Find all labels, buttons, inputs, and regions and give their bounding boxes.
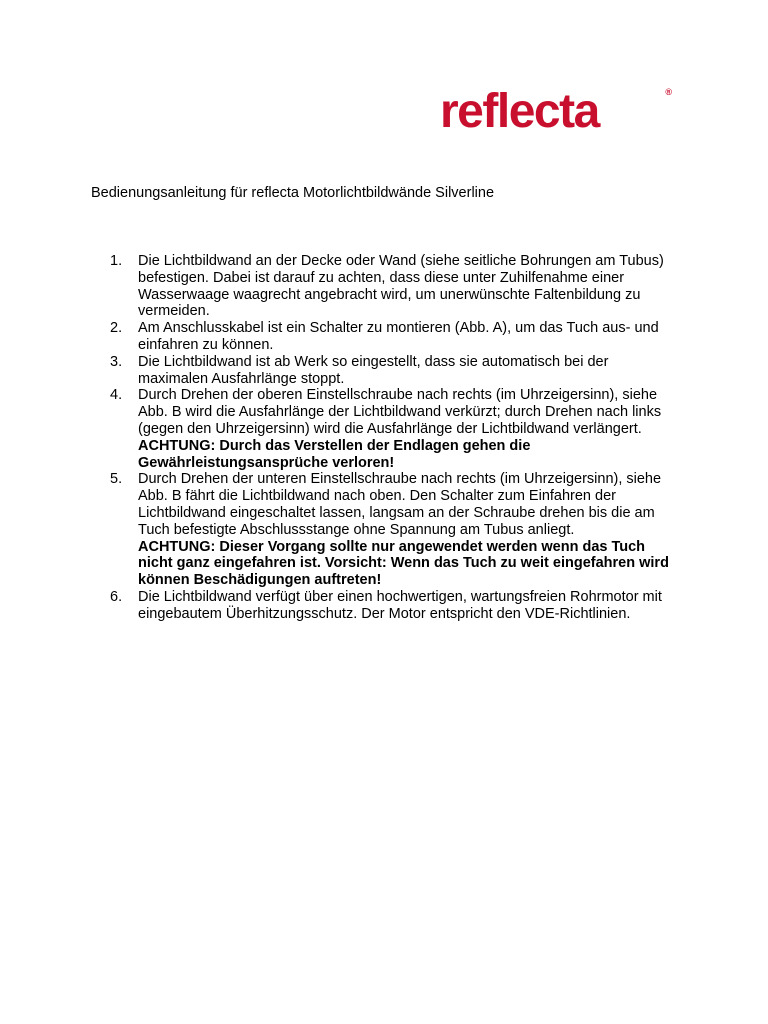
step-warning: ACHTUNG: Dieser Vorgang sollte nur angewendet werden wenn das Tuch nicht ganz eingefahren ist. Vorsicht: Wenn das Tuch zu weit eingefahren wird können Beschädigungen auftreten! [138,538,669,589]
instruction-step-2 [110,320,676,354]
step-text: Am Anschlusskabel ist ein Schalter zu montieren (Abb. A), um das Tuch aus- und einfahren zu können. [138,320,659,353]
step-text: Durch Drehen der unteren Einstellschraube nach rechts (im Uhrzeigersinn), siehe Abb. B fährt die Lichtbildwand nach oben. Den Schalter zum Einfahren der Lichtbildwand eingeschaltet lassen, langsam an der Schraube drehen bis die am Tuch befestigte Abschlussstange ohne Spannung am Tubus anliegt. [138,471,662,538]
step-text: Die Lichtbildwand an der Decke oder Wand (siehe seitliche Bohrungen am Tubus) befestigen. Dabei ist darauf zu achten, dass diese unter Zuhilfenahme einer Wasserwaage waagrecht angebracht wird, um unerwünschte Faltenbildung zu vermeiden. [138,253,664,320]
step-number: 1. [110,253,123,269]
step-number: 5. [110,471,123,488]
logo-wordmark: reflecta [440,85,599,138]
step-text: Die Lichtbildwand verfügt über einen hochwertigen, wartungsfreien Rohrmotor mit eingebautem Überhitzungsschutz. Der Motor entspricht den VDE-Richtlinien. [138,588,662,622]
instruction-step-5 [110,471,676,589]
step-number: 3. [110,353,123,370]
step-number: 6. [110,588,123,605]
step-warning: ACHTUNG: Durch das Verstellen der Endlagen gehen die Gewährleistungsansprüche verloren! [138,437,531,471]
document-title: Bedienungsanleitung für reflecta Motorlichtbildwände Silverline [91,185,495,201]
registered-trademark-icon: ® [665,87,672,97]
step-number: 4. [110,387,123,404]
instruction-step-6 [110,589,676,623]
instruction-step-3 [110,354,676,388]
step-text: Die Lichtbildwand ist ab Werk so eingestellt, dass sie automatisch bei der maximalen Ausfahrlänge stoppt. [138,353,609,387]
step-number: 2. [110,320,123,337]
instruction-list [110,253,676,623]
reflecta-logo [440,84,676,140]
step-text: Durch Drehen der oberen Einstellschraube nach rechts (im Uhrzeigersinn), siehe Abb. B wird die Ausfahrlänge der Lichtbildwand verkürzt; durch Drehen nach links (gegen den Uhrzeigersinn) wird die Ausfahrlänge der Lichtbildwand verlängert. [138,387,662,437]
instruction-step-1 [110,253,676,320]
instruction-step-4 [110,387,676,471]
